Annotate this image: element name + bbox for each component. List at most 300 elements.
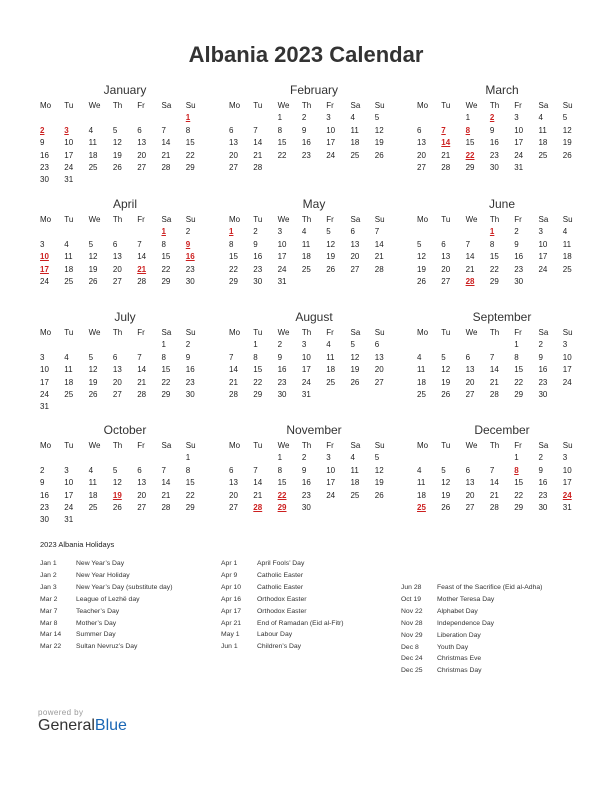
day: 11 [88, 478, 97, 488]
holiday-name: New Year Holiday [76, 571, 130, 579]
day: 25 [64, 276, 74, 286]
holiday-name: New Year’s Day [76, 560, 125, 567]
day: 12 [441, 478, 451, 488]
day: 17 [514, 138, 524, 148]
weekday-header: Sa [538, 215, 549, 224]
weekday-header: Mo [229, 215, 241, 224]
day: 9 [538, 352, 543, 362]
empty-day [417, 112, 441, 124]
weekday-header: Tu [64, 215, 74, 224]
empty-day [137, 452, 161, 464]
day: 14 [137, 365, 147, 375]
day: 6 [465, 465, 471, 475]
day: 25 [538, 150, 548, 160]
day: 16 [489, 138, 499, 148]
day: 7 [137, 239, 142, 249]
empty-day [113, 452, 137, 464]
holiday-day: 1 [185, 113, 191, 123]
holiday-day: 14 [441, 138, 451, 148]
day: 17 [277, 252, 287, 262]
day: 15 [253, 365, 263, 375]
day: 12 [350, 352, 360, 362]
holiday-name: Christmas Eve [437, 655, 482, 663]
day: 10 [64, 138, 74, 148]
day: 9 [40, 478, 45, 488]
day: 5 [562, 113, 568, 123]
day: 20 [374, 365, 384, 375]
day: 6 [441, 239, 446, 249]
empty-day [137, 226, 161, 238]
holiday-day: 28 [253, 502, 263, 512]
day: 5 [417, 239, 422, 249]
holiday-date: Dec 25 [401, 667, 423, 675]
day: 20 [137, 490, 147, 500]
day: 16 [253, 252, 263, 262]
day: 28 [253, 162, 263, 172]
weekday-header: Sa [350, 328, 361, 337]
day: 1 [185, 453, 191, 463]
day: 21 [489, 490, 499, 500]
day: 11 [64, 365, 73, 375]
day: 10 [562, 465, 572, 475]
empty-day [441, 452, 465, 464]
day: 1 [514, 340, 519, 350]
day: 10 [277, 239, 287, 249]
holiday-row [401, 642, 542, 654]
day: 12 [374, 125, 384, 135]
holiday-name: Children’s Day [257, 643, 302, 651]
day: 24 [301, 377, 311, 387]
empty-day [89, 339, 113, 351]
empty-day [89, 226, 113, 238]
holiday-row [40, 641, 172, 653]
holiday-date: Mar 7 [40, 607, 58, 615]
day: 3 [64, 465, 69, 475]
holiday-row [221, 570, 344, 582]
day: 19 [374, 478, 384, 488]
day: 30 [40, 175, 49, 185]
holiday-name: Feast of the Sacrifice (Eid al-Adha) [437, 584, 543, 591]
weekday-header: Su [185, 101, 196, 110]
weekday-header: Mo [229, 441, 241, 450]
holiday-date: Jun 1 [221, 643, 238, 651]
holiday-date: Apr 21 [221, 619, 242, 627]
day: 19 [441, 490, 451, 500]
day: 20 [350, 252, 360, 262]
holiday-row [401, 582, 542, 594]
day: 3 [301, 340, 307, 350]
day: 26 [562, 150, 572, 160]
weekday-header: Th [112, 328, 123, 337]
day: 23 [40, 502, 49, 512]
day: 14 [489, 365, 499, 375]
day: 28 [137, 389, 147, 399]
day: 16 [301, 138, 311, 148]
day: 23 [514, 264, 524, 274]
day: 1 [277, 453, 283, 463]
day: 22 [514, 490, 524, 500]
weekday-header: Fr [137, 328, 145, 337]
weekday-header: Su [374, 441, 385, 450]
day: 28 [489, 502, 499, 512]
day: 5 [88, 239, 94, 249]
holiday-row [40, 594, 172, 606]
weekday-header: Fr [326, 328, 334, 337]
weekday-header: Su [185, 215, 196, 224]
day: 28 [137, 276, 147, 286]
weekday-header: Mo [229, 101, 241, 110]
month-days [229, 327, 399, 401]
month-name: December [474, 423, 530, 437]
day: 2 [277, 340, 283, 350]
weekday-header: We [465, 101, 478, 110]
empty-day [137, 339, 161, 351]
weekday-header: Mo [417, 101, 429, 110]
holiday-column [40, 558, 172, 653]
day: 7 [137, 352, 142, 362]
day: 8 [161, 352, 166, 362]
day: 5 [350, 340, 355, 350]
holiday-day: 10 [40, 252, 49, 262]
day: 25 [64, 389, 74, 399]
weekday-header: Tu [253, 215, 263, 224]
day: 24 [64, 502, 74, 512]
day: 15 [185, 478, 195, 488]
day: 16 [514, 252, 524, 262]
day: 22 [185, 150, 195, 160]
day: 5 [441, 352, 446, 362]
holiday-column [221, 558, 344, 653]
weekday-header: Sa [161, 215, 172, 224]
weekday-header: Su [562, 101, 573, 110]
empty-day [137, 112, 161, 124]
day: 4 [538, 113, 543, 123]
day: 26 [417, 276, 426, 286]
day: 20 [229, 150, 238, 160]
day: 16 [277, 365, 287, 375]
day: 13 [417, 138, 426, 148]
day: 25 [350, 150, 360, 160]
empty-day [229, 112, 253, 124]
day: 16 [538, 478, 548, 488]
weekday-header: Mo [40, 328, 52, 337]
day: 26 [326, 264, 336, 274]
day: 8 [277, 465, 283, 475]
month-days [40, 327, 210, 414]
day: 5 [374, 113, 380, 123]
day: 5 [88, 352, 94, 362]
day: 30 [538, 389, 548, 399]
day: 31 [64, 515, 74, 525]
day: 15 [229, 252, 238, 262]
weekday-header: Tu [441, 215, 451, 224]
weekday-header: Th [489, 101, 500, 110]
holiday-day: 2 [489, 113, 495, 123]
day: 18 [417, 490, 426, 500]
day: 12 [88, 365, 98, 375]
day: 6 [374, 340, 380, 350]
day: 9 [301, 125, 307, 135]
day: 6 [465, 352, 471, 362]
day: 25 [88, 502, 98, 512]
day: 16 [538, 365, 548, 375]
day: 21 [161, 150, 171, 160]
weekday-header: Mo [417, 328, 429, 337]
month-days [417, 214, 587, 288]
day: 12 [112, 138, 122, 148]
day: 30 [514, 276, 524, 286]
holiday-row [401, 594, 542, 606]
day: 14 [253, 138, 263, 148]
day: 22 [229, 264, 238, 274]
weekday-header: Tu [64, 441, 74, 450]
day: 10 [326, 125, 336, 135]
holiday-date: Mar 14 [40, 631, 62, 639]
holiday-day: 17 [40, 264, 49, 274]
holiday-name: Teacher’s Day [76, 607, 120, 615]
day: 29 [253, 389, 263, 399]
day: 3 [326, 453, 331, 463]
day: 8 [229, 239, 234, 249]
weekday-header: We [88, 441, 101, 450]
day: 27 [229, 502, 238, 512]
day: 19 [374, 138, 384, 148]
day: 21 [229, 377, 238, 387]
brand-blue: Blue [94, 717, 127, 734]
holidays-title: 2023 Albania Holidays [40, 540, 115, 549]
day: 15 [161, 365, 171, 375]
day: 4 [562, 227, 568, 237]
day: 11 [64, 252, 73, 262]
day: 27 [112, 276, 122, 286]
day: 27 [465, 502, 475, 512]
weekday-header: Fr [514, 441, 522, 450]
day: 1 [465, 113, 471, 123]
day: 6 [229, 465, 234, 475]
holiday-row [40, 629, 172, 641]
day: 5 [112, 465, 118, 475]
day: 13 [112, 365, 122, 375]
day: 10 [40, 365, 49, 375]
day: 9 [40, 138, 45, 148]
empty-day [113, 339, 137, 351]
weekday-header: Fr [326, 215, 334, 224]
month-name: January [103, 83, 147, 97]
day: 29 [489, 276, 499, 286]
day: 3 [538, 227, 543, 237]
day: 26 [112, 162, 122, 172]
day: 22 [514, 377, 524, 387]
weekday-header: Su [562, 215, 573, 224]
day: 24 [64, 162, 74, 172]
day: 2 [301, 453, 307, 463]
weekday-header: We [465, 328, 478, 337]
day: 27 [441, 276, 451, 286]
day: 5 [441, 465, 446, 475]
day: 14 [465, 252, 475, 262]
day: 8 [185, 125, 191, 135]
holiday-day: 19 [112, 490, 122, 500]
holiday-name: Orthodox Easter [257, 595, 307, 603]
empty-day [89, 452, 113, 464]
day: 8 [253, 352, 258, 362]
day: 15 [277, 478, 287, 488]
day: 9 [538, 465, 543, 475]
weekday-header: Fr [514, 101, 522, 110]
day: 29 [465, 162, 475, 172]
day: 14 [229, 365, 238, 375]
holiday-name: Liberation Day [437, 631, 481, 639]
day: 17 [64, 150, 74, 160]
day: 11 [301, 239, 311, 249]
day: 7 [465, 239, 471, 249]
day: 7 [253, 465, 258, 475]
day: 23 [538, 377, 548, 387]
day: 15 [465, 138, 475, 148]
month-name: August [295, 310, 333, 324]
day: 13 [374, 352, 384, 362]
day: 23 [301, 490, 311, 500]
day: 21 [137, 377, 147, 387]
day: 7 [229, 352, 234, 362]
day: 11 [562, 239, 572, 249]
day: 3 [326, 113, 331, 123]
holiday-row [401, 606, 542, 618]
day: 24 [562, 377, 572, 387]
day: 20 [465, 377, 475, 387]
day: 25 [326, 377, 336, 387]
month-days [40, 100, 210, 187]
weekday-header: We [88, 328, 101, 337]
day: 8 [277, 125, 283, 135]
day: 11 [538, 125, 547, 135]
holiday-day: 25 [417, 502, 426, 512]
day: 25 [562, 264, 572, 274]
weekday-header: Fr [137, 215, 145, 224]
day: 29 [185, 162, 195, 172]
holiday-date: Dec 24 [401, 655, 423, 663]
day: 9 [489, 125, 495, 135]
day: 27 [417, 162, 426, 172]
day: 18 [562, 252, 572, 262]
day: 27 [112, 389, 122, 399]
day: 24 [326, 150, 336, 160]
day: 22 [253, 377, 263, 387]
weekday-header: Mo [40, 101, 52, 110]
day: 7 [253, 125, 258, 135]
day: 17 [562, 365, 572, 375]
month-days [417, 440, 587, 514]
day: 15 [514, 478, 524, 488]
day: 31 [301, 389, 311, 399]
day: 18 [417, 377, 426, 387]
day: 26 [88, 389, 98, 399]
weekday-header: Sa [538, 441, 549, 450]
holiday-day: 8 [514, 465, 519, 475]
day: 4 [88, 465, 94, 475]
day: 4 [417, 352, 422, 362]
holiday-name: Summer Day [76, 631, 116, 639]
day: 25 [350, 490, 360, 500]
weekday-header: Tu [441, 328, 451, 337]
holiday-date: Apr 1 [221, 560, 238, 567]
day: 21 [465, 264, 475, 274]
day: 13 [112, 252, 122, 262]
day: 19 [562, 138, 572, 148]
weekday-header: Th [489, 441, 500, 450]
day: 30 [277, 389, 287, 399]
day: 18 [88, 490, 98, 500]
holiday-date: Nov 28 [401, 619, 423, 627]
day: 25 [301, 264, 311, 274]
day: 7 [489, 465, 495, 475]
holiday-row [40, 570, 172, 582]
empty-day [40, 226, 64, 238]
day: 6 [417, 125, 422, 135]
day: 16 [40, 490, 49, 500]
day: 10 [514, 125, 524, 135]
day: 27 [137, 502, 147, 512]
day: 26 [350, 377, 360, 387]
holiday-date: May 1 [221, 631, 240, 639]
brand-logo[interactable] [38, 717, 127, 735]
day: 31 [277, 276, 287, 286]
day: 6 [112, 352, 118, 362]
month-days [417, 100, 587, 174]
holiday-day: 16 [185, 252, 195, 262]
holiday-day: 22 [465, 150, 475, 160]
day: 2 [301, 113, 307, 123]
day: 23 [40, 162, 49, 172]
weekday-header: We [88, 215, 101, 224]
day: 27 [229, 162, 238, 172]
weekday-header: Sa [350, 215, 361, 224]
weekday-header: Th [301, 441, 312, 450]
empty-day [40, 452, 64, 464]
powered-by-text: powered by [38, 708, 84, 717]
day: 4 [326, 340, 331, 350]
holiday-row [401, 665, 542, 677]
day: 11 [350, 465, 359, 475]
weekday-header: Sa [161, 441, 172, 450]
month-name: June [488, 197, 516, 211]
day: 16 [40, 150, 49, 160]
day: 7 [489, 352, 495, 362]
holiday-date: Nov 29 [401, 631, 423, 639]
weekday-header: Tu [441, 101, 451, 110]
month-name: November [286, 423, 342, 437]
day: 10 [301, 352, 311, 362]
day: 2 [185, 227, 191, 237]
holiday-date: Dec 8 [401, 643, 419, 651]
holiday-name: New Year’s Day (substitute day) [76, 583, 173, 591]
holiday-name: End of Ramadan (Eid al-Fitr) [257, 619, 344, 627]
weekday-header: Th [489, 328, 500, 337]
day: 14 [374, 239, 384, 249]
day: 24 [514, 150, 524, 160]
day: 17 [562, 478, 572, 488]
day: 20 [465, 490, 475, 500]
day: 27 [137, 162, 147, 172]
day: 11 [417, 478, 426, 488]
day: 19 [417, 264, 426, 274]
day: 22 [489, 264, 499, 274]
day: 2 [514, 227, 519, 237]
holiday-day: 2 [40, 125, 45, 135]
day: 4 [64, 352, 69, 362]
weekday-header: Tu [441, 441, 451, 450]
day: 29 [229, 276, 238, 286]
